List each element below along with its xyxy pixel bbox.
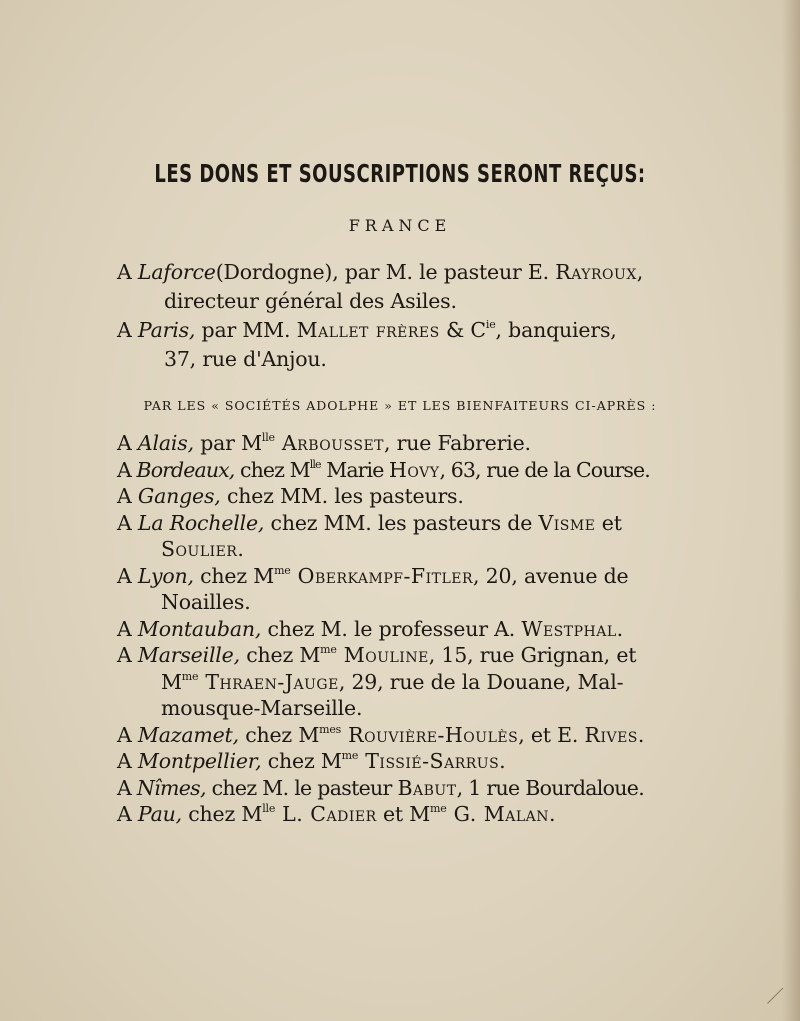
section-societies-title: PAR LES « SOCIÉTÉS ADOLPHE » ET LES BIENFAITEURS CI-APRÈS : <box>143 398 657 413</box>
entry-montauban <box>117 616 657 643</box>
entry-lyon-continued: Noailles. <box>161 590 251 614</box>
entry-bordeaux <box>117 457 657 484</box>
entry-text: , et E. <box>518 722 585 747</box>
entry-text: , 1 rue Bourdaloue. <box>456 775 645 800</box>
entry-text: , 15, rue Grignan, et <box>428 643 637 667</box>
entry-pau <box>117 801 657 828</box>
superscript: lle <box>262 802 276 815</box>
person-name: Thraen-Jauge <box>198 669 339 694</box>
entry-marseille <box>117 642 657 669</box>
entry-text: (Dordogne), par M. le pasteur E. <box>215 260 556 284</box>
superscript: me <box>341 749 359 762</box>
person-name: Visme <box>538 510 596 535</box>
entry-ganges <box>117 483 657 510</box>
entry-text: et <box>595 510 622 535</box>
person-name: Mallet frères <box>296 318 440 342</box>
place-name: Ganges, <box>137 484 221 508</box>
entry-alais <box>117 430 657 457</box>
page-edge-shadow <box>782 0 800 1021</box>
entry-text: par MM. <box>195 318 297 342</box>
society-entries <box>117 430 657 828</box>
section-france-title: FRANCE <box>348 216 452 235</box>
place-name: Montpellier, <box>137 749 262 773</box>
entry-prefix: A <box>117 802 138 826</box>
place-name: Nîmes, <box>136 775 206 800</box>
superscript: me <box>274 563 291 577</box>
person-name: Westphal. <box>521 616 624 641</box>
entry-text: , 29, rue de la Douane, Mal- <box>338 669 624 694</box>
superscript: me <box>181 669 199 683</box>
entry-text: & C <box>439 318 486 342</box>
place-name: Mazamet, <box>137 722 239 747</box>
page-title: LES DONS ET SOUSCRIPTIONS SERONT REÇUS: <box>154 158 646 188</box>
entry-text: chez M <box>239 643 321 667</box>
entry-prefix: A <box>117 749 138 773</box>
entry-text: chez MM. les pasteurs. <box>220 484 464 508</box>
place-name: La Rochelle, <box>137 510 265 535</box>
place-name: Marseille, <box>137 643 240 667</box>
entry-text: , rue Fabrerie. <box>384 431 531 455</box>
entry-text: Marie <box>320 457 390 482</box>
entry-prefix: A <box>117 457 137 482</box>
person-name: Rayroux, <box>555 260 644 284</box>
person-name: G. Malan. <box>446 802 557 826</box>
place-name: Pau, <box>137 802 182 826</box>
person-name: Rouvière-Houlès <box>341 722 519 747</box>
entry-text: chez M <box>181 802 263 826</box>
entry-text: chez MM. les pasteurs de <box>264 510 539 535</box>
person-name: Babut <box>397 775 457 800</box>
entry-paris-continued: 37, rue d'Anjou. <box>164 347 327 371</box>
person-name: Oberkampf-Fitler <box>290 563 474 588</box>
entry-marseille-continued <box>117 669 657 696</box>
entry-montpellier <box>117 748 657 775</box>
entry-prefix: A <box>117 318 138 342</box>
entry-la-rochelle-continued: Soulier. <box>161 537 245 561</box>
entry-prefix: A <box>117 484 138 508</box>
person-name: Hovy <box>389 457 440 482</box>
superscript: ie <box>485 318 496 331</box>
entry-la-rochelle <box>117 510 657 537</box>
place-name: Paris, <box>137 318 196 342</box>
person-name: L. Cadier <box>275 802 377 826</box>
entry-nimes <box>117 775 657 802</box>
entry-prefix: A <box>117 722 138 747</box>
entry-prefix: A <box>117 563 138 588</box>
person-name: Mouline <box>336 643 429 667</box>
entry-laforce <box>117 258 657 287</box>
entry-text: , 20, avenue de <box>473 563 629 588</box>
entry-text: et M <box>376 802 431 826</box>
entry-text: , 63, rue de la Course. <box>439 457 650 482</box>
entry-text: chez M. le pasteur <box>205 775 398 800</box>
superscript: lle <box>261 431 275 444</box>
entry-marseille-continued-2: mousque-Marseille. <box>161 696 363 720</box>
entry-text: chez M <box>193 563 275 588</box>
france-entries <box>117 258 657 374</box>
entry-prefix: A <box>117 775 137 800</box>
place-name: Alais, <box>137 431 194 455</box>
entry-text: chez M. le professeur A. <box>261 616 522 641</box>
superscript: lle <box>309 457 321 471</box>
entry-prefix: A <box>117 643 138 667</box>
superscript: mes <box>319 722 342 736</box>
place-name: Montauban, <box>137 616 262 641</box>
entry-paris <box>117 316 657 345</box>
entry-text: M <box>161 669 182 694</box>
entry-mazamet <box>117 722 657 749</box>
entry-prefix: A <box>117 431 138 455</box>
place-name: Bordeaux, <box>136 457 235 482</box>
entry-text: chez M <box>238 722 320 747</box>
superscript: me <box>320 643 337 656</box>
entry-text: par M <box>193 431 262 455</box>
person-name: Tissié-Sarrus. <box>358 749 507 773</box>
entry-lyon <box>117 563 657 590</box>
person-name: Rives. <box>584 722 645 747</box>
entry-text: chez M <box>234 457 310 482</box>
entry-text: , banquiers, <box>495 318 617 342</box>
entry-prefix: A <box>117 510 138 535</box>
entry-laforce-continued: directeur général des Asiles. <box>164 289 457 313</box>
entry-text: chez M <box>261 749 342 773</box>
place-name: Laforce <box>137 260 216 284</box>
superscript: me <box>430 802 447 815</box>
place-name: Lyon, <box>137 563 194 588</box>
person-name: Arbousset <box>274 431 385 455</box>
entry-prefix: A <box>117 260 138 284</box>
entry-prefix: A <box>117 616 138 641</box>
